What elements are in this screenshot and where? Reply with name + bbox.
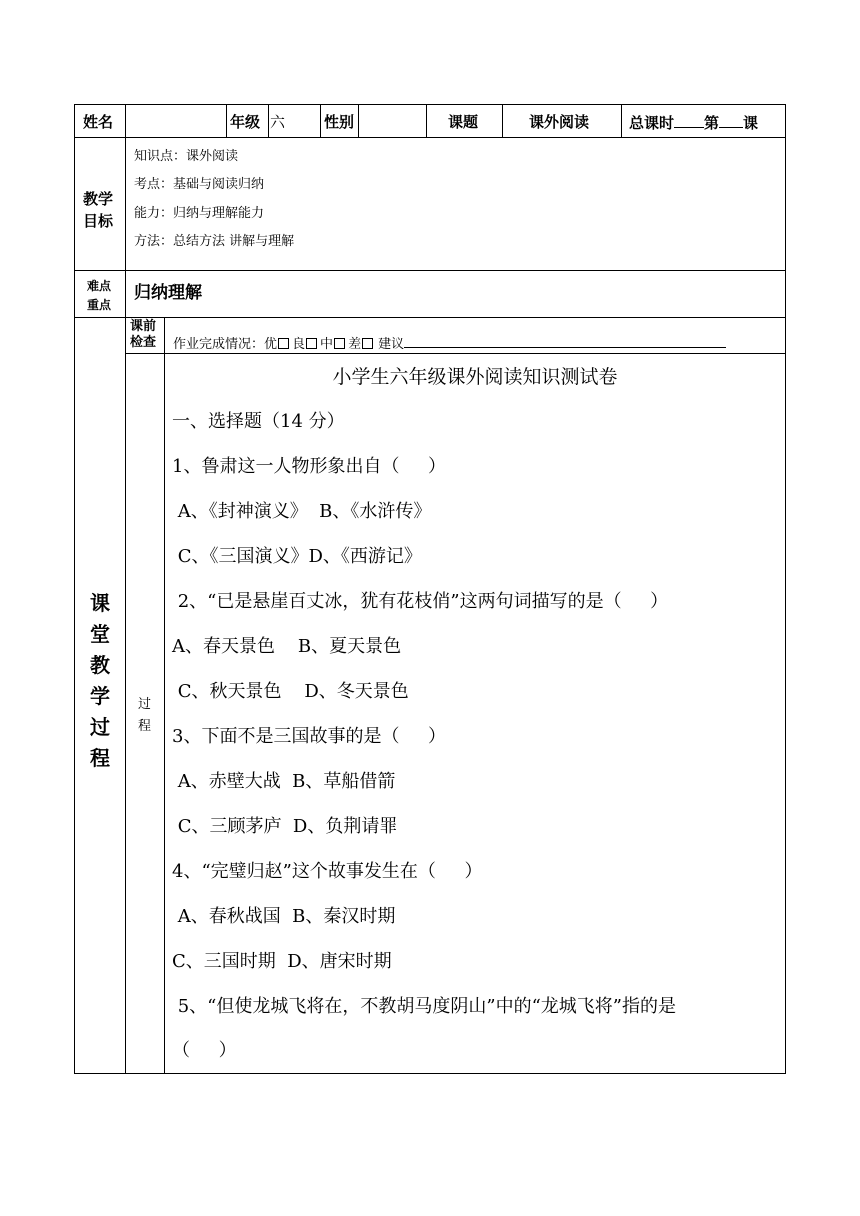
col-divider-grade-value [268,104,269,138]
question-1: 1、鲁肃这一人物形象出自（ ） [172,456,447,477]
objective-exam-point: 考点：基础与阅读归纳 [134,177,265,192]
grade-poor: 差 [348,337,362,352]
border-bottom [74,1073,786,1074]
objective-ability: 能力：归纳与理解能力 [134,206,265,221]
question-1-options-c: C、《三国演义》D、《西游记》 [172,546,422,567]
question-4-options-c: C、三国时期 D、唐宋时期 [172,951,392,972]
checkbox-good[interactable] [306,338,317,349]
total-lessons [629,115,758,131]
row-divider-header [74,137,786,138]
precheck-label: 课前 检查 [130,319,157,350]
col-divider-sub [164,317,165,1074]
homework-status [173,335,726,351]
col-divider-gender-value [358,104,359,138]
question-4: 4、“完璧归赵”这个故事发生在（ ） [172,861,483,882]
process-label: 过 程 [138,697,152,734]
row-divider-keypoints [74,317,786,318]
total-lessons-blank [674,115,704,128]
checkbox-fair[interactable] [334,338,345,349]
objective-knowledge: 知识点：课外阅读 [134,149,239,164]
grade-label: 年级 [230,113,261,131]
question-3-options-c: C、三顾茅庐 D、负荆请罪 [172,816,398,837]
total-lessons-label: 总课时 [629,114,675,132]
question-1-options-a: A、《封神演义》 B、《水浒传》 [172,501,432,522]
checkbox-excellent[interactable] [278,338,289,349]
question-3-options-a: A、赤壁大战 B、草船借箭 [172,771,396,792]
border-top [74,104,786,105]
homework-prefix: 作业完成情况： [173,337,265,352]
col-divider-label [125,104,126,1074]
col-divider-total [621,104,622,138]
topic-label: 课题 [448,113,479,131]
objective-method: 方法：总结方法 讲解与理解 [134,234,295,249]
topic-value: 课外阅读 [529,113,590,131]
quiz-title: 小学生六年级课外阅读知识测试卷 [332,366,618,388]
suggestion-label: 建议 [378,337,405,352]
row-divider-precheck [125,353,786,354]
col-divider-topic-value [502,104,503,138]
col-divider-grade [226,104,227,138]
grade-excellent: 优 [264,337,278,352]
question-5: 5、“但使龙城飞将在，不教胡马度阴山”中的“龙城飞将”指的是 [172,996,676,1017]
quiz-section-heading: 一、选择题（14 分） [172,411,345,432]
grade-good: 良 [292,337,306,352]
question-3: 3、下面不是三国故事的是（ ） [172,726,447,747]
question-2: 2、“已是悬崖百丈冰，犹有花枝俏”这两句词描写的是（ ） [172,591,669,612]
checkbox-poor[interactable] [362,338,373,349]
col-divider-topic [426,104,427,138]
objectives-label: 教学 目标 [83,190,114,230]
question-4-options-a: A、春秋战国 B、秦汉时期 [172,906,396,927]
lesson-plan-table [74,104,786,1074]
key-points-value: 归纳理解 [134,283,202,303]
grade-value: 六 [270,113,286,131]
question-5-blank: （ ） [172,1040,237,1061]
key-points-label: 难点 重点 [87,279,112,312]
gender-label: 性别 [324,113,355,131]
name-label: 姓名 [83,113,114,131]
lesson-number-blank [719,115,743,128]
lesson-number-label: 第 [704,114,720,132]
grade-fair: 中 [320,337,334,352]
classroom-process-label: 课 堂 教 学 过 程 [90,591,110,770]
border-right [785,104,786,1074]
suggestion-blank [404,335,726,348]
col-divider-gender [320,104,321,138]
row-divider-objectives [74,270,786,271]
border-left [74,104,75,1074]
lesson-suffix: 课 [743,114,759,132]
question-2-options-c: C、秋天景色 D、冬天景色 [172,681,409,702]
question-2-options-a: A、春天景色 B、夏天景色 [172,636,402,657]
